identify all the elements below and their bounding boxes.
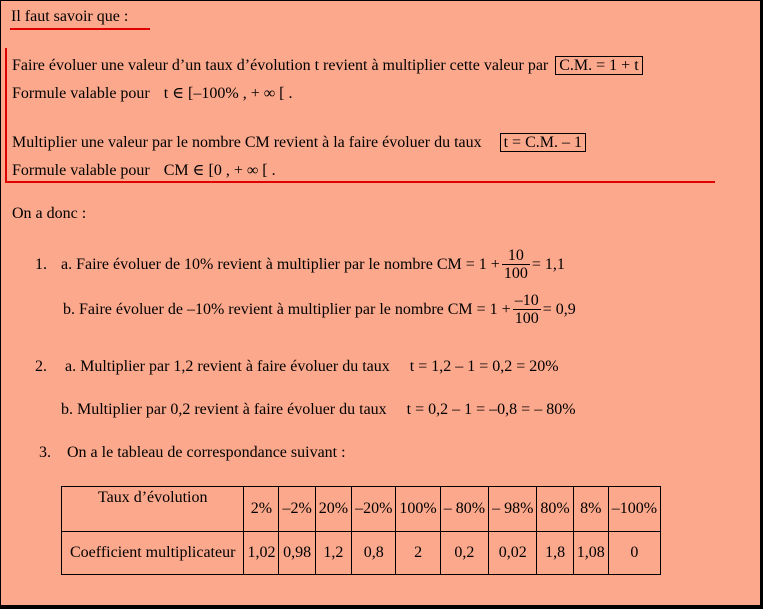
table-cell-rate: 20% bbox=[315, 487, 351, 532]
table-cell-coefficient: 1,8 bbox=[537, 532, 573, 575]
item-2a-text: a. Multiplier par 1,2 revient à faire évoluer du taux bbox=[65, 358, 390, 375]
table-cell-rate: –20% bbox=[352, 487, 396, 532]
t-formula-box: t = C.M. – 1 bbox=[500, 133, 586, 152]
fraction-denominator: 100 bbox=[503, 265, 528, 282]
item-1a bbox=[35, 247, 565, 282]
item-2a-formula: t = 1,2 – 1 = 0,2 = 20% bbox=[409, 358, 559, 375]
table-header-rate: Taux d’évolution bbox=[62, 487, 244, 532]
rules-bracket-bottom bbox=[5, 181, 715, 183]
rule-formula-4: CM ∈ [0 , + ∞ [ . bbox=[163, 162, 276, 179]
table-cell-rate: –100% bbox=[608, 487, 660, 532]
table-cell-coefficient: 0,98 bbox=[279, 532, 315, 575]
table-cell-rate: 2% bbox=[244, 487, 279, 532]
table-header-coefficient: Coefficient multiplicateur bbox=[62, 532, 244, 575]
table-cell-coefficient: 2 bbox=[396, 532, 440, 575]
item-2b bbox=[61, 401, 576, 419]
table-cell-coefficient: 0,02 bbox=[489, 532, 537, 575]
table-cell-rate: 8% bbox=[573, 487, 608, 532]
rule-prefix-4: Formule valable pour bbox=[12, 162, 150, 179]
table-cell-rate: – 98% bbox=[489, 487, 537, 532]
item-3-text: On a le tableau de correspondance suivant : bbox=[67, 444, 346, 461]
fraction-denominator: 100 bbox=[514, 310, 539, 327]
table-cell-rate: 80% bbox=[537, 487, 573, 532]
item-1a-text: a. Faire évoluer de 10% revient à multiplier par le nombre CM = 1 + bbox=[61, 255, 500, 273]
table-cell-coefficient: 1,08 bbox=[573, 532, 608, 575]
cm-formula-box: C.M. = 1 + t bbox=[555, 56, 642, 75]
rule-line-3 bbox=[12, 134, 586, 152]
item-3 bbox=[39, 444, 346, 462]
item-1b-text: b. Faire évoluer de –10% revient à multiplier par le nombre CM = 1 + bbox=[63, 300, 511, 318]
item-2a bbox=[35, 358, 559, 376]
rule-line-4 bbox=[12, 162, 276, 180]
table-cell-coefficient: 0 bbox=[608, 532, 660, 575]
section-title: Il faut savoir que : bbox=[11, 8, 129, 25]
correspondence-table bbox=[61, 486, 661, 575]
item-1-marker: 1. bbox=[35, 255, 47, 273]
table-cell-rate: 100% bbox=[396, 487, 440, 532]
title-underline bbox=[10, 28, 150, 30]
table-cell-rate: –2% bbox=[279, 487, 315, 532]
table-cell-coefficient: 1,02 bbox=[244, 532, 279, 575]
table-cell-coefficient: 0,2 bbox=[440, 532, 488, 575]
intro-text: On a donc : bbox=[12, 205, 87, 222]
table-cell-rate: – 80% bbox=[440, 487, 488, 532]
item-1a-result: = 1,1 bbox=[531, 255, 565, 273]
table-cell-coefficient: 1,2 bbox=[315, 532, 351, 575]
rule-text-1: Faire évoluer une valeur d’un taux d’évolution t revient à multiplier cette valeur par bbox=[12, 57, 549, 74]
rule-formula-2: t ∈ [–100% , + ∞ [ . bbox=[163, 85, 293, 102]
table-row-coefficients bbox=[62, 532, 661, 575]
table-cell-coefficient: 0,8 bbox=[352, 532, 396, 575]
rules-bracket-left bbox=[5, 48, 7, 183]
item-2b-formula: t = 0,2 – 1 = –0,8 = – 80% bbox=[406, 401, 576, 418]
item-2-marker: 2. bbox=[35, 358, 47, 375]
item-3-marker: 3. bbox=[39, 444, 51, 461]
item-1b-result: = 0,9 bbox=[542, 300, 576, 318]
rule-line-1 bbox=[12, 57, 643, 75]
fraction-10-100 bbox=[502, 247, 530, 282]
item-1b bbox=[63, 292, 576, 327]
rule-text-3: Multiplier une valeur par le nombre CM revient à la faire évoluer du taux bbox=[12, 134, 482, 151]
rule-prefix-2: Formule valable pour bbox=[12, 85, 150, 102]
fraction-numerator: –10 bbox=[514, 292, 539, 309]
rule-line-2 bbox=[12, 85, 292, 103]
table-row-rates bbox=[62, 487, 661, 532]
fraction-minus10-100 bbox=[513, 292, 541, 327]
item-2b-text: b. Multiplier par 0,2 revient à faire évoluer du taux bbox=[61, 401, 387, 418]
fraction-numerator: 10 bbox=[502, 247, 530, 265]
